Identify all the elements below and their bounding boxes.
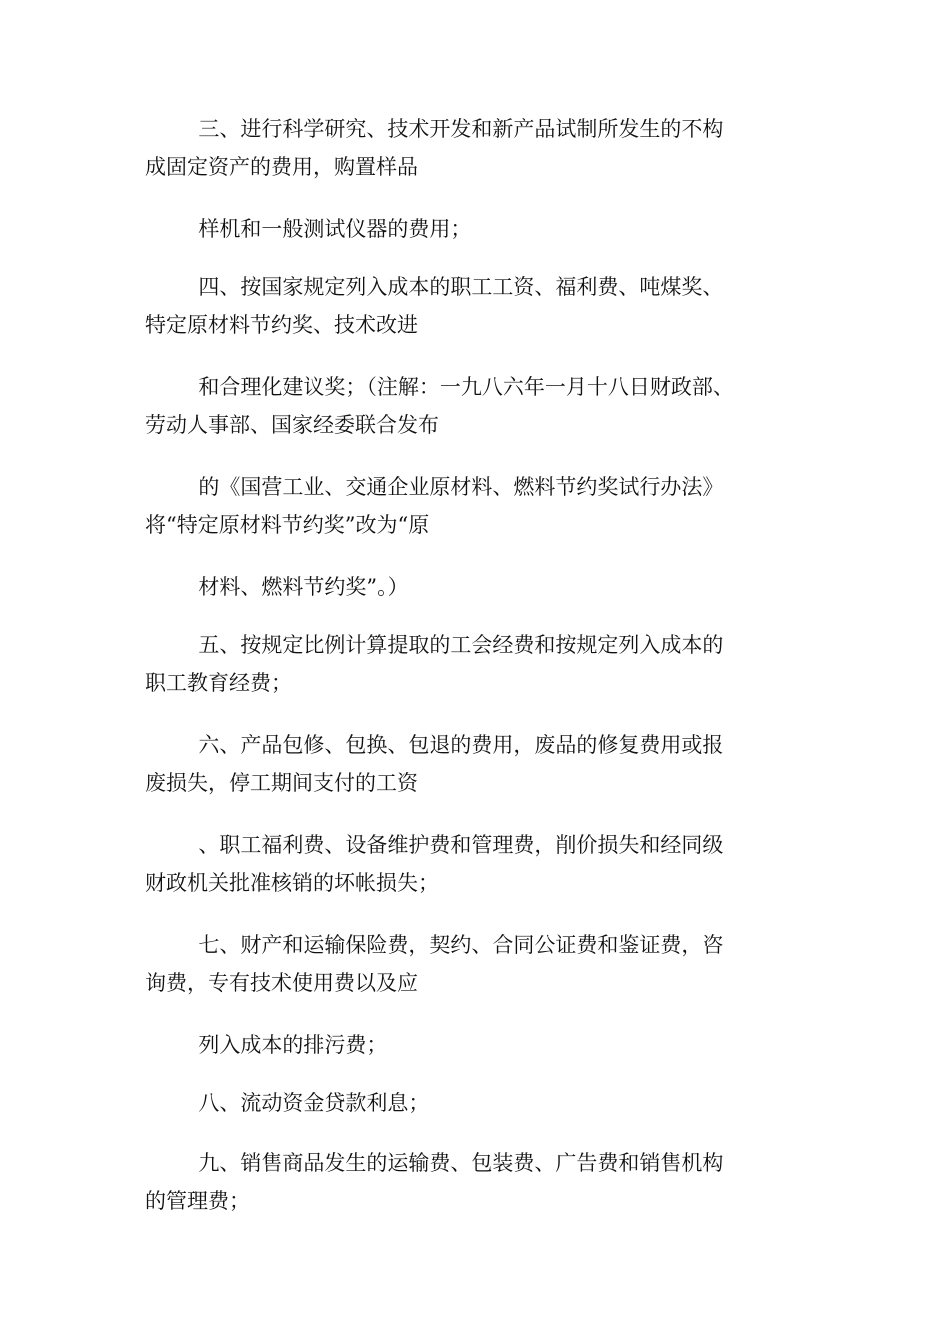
paragraph-6-continued: 、职工福利费、设备维护费和管理费，削价损失和经同级 财政机关批准核销的坏帐损失； (145, 833, 724, 895)
paragraph-8: 八、流动资金贷款利息； (145, 1091, 430, 1115)
paragraph-9: 九、销售商品发生的运输费、包装费、广告费和销售机构 的管理费； (145, 1151, 724, 1213)
paragraph-7-continued: 列入成本的排污费； (145, 1033, 388, 1057)
paragraph-4-note-end: 材料、燃料节约奖”。） (145, 575, 409, 599)
paragraph-4-continued: 和合理化建议奖；（注解：一九八六年一月十八日财政部、 劳动人事部、国家经委联合发布 (145, 375, 734, 437)
paragraph-7: 七、财产和运输保险费，契约、合同公证费和鉴证费，咨 询费，专有技术使用费以及应 (145, 933, 724, 995)
paragraph-4-note: 的《国营工业、交通企业原材料、燃料节约奖试行办法》 将“特定原材料节约奖”改为“原 (145, 475, 724, 537)
paragraph-4: 四、按国家规定列入成本的职工工资、福利费、吨煤奖、 特定原材料节约奖、技术改进 (145, 275, 724, 337)
paragraph-3-continued: 样机和一般测试仪器的费用； (145, 217, 472, 241)
paragraph-3: 三、进行科学研究、技术开发和新产品试制所发生的不构 成固定资产的费用，购置样品 (145, 117, 724, 179)
paragraph-5: 五、按规定比例计算提取的工会经费和按规定列入成本的 职工教育经费； (145, 633, 724, 695)
paragraph-6: 六、产品包修、包换、包退的费用，废品的修复费用或报 废损失，停工期间支付的工资 (145, 733, 724, 795)
